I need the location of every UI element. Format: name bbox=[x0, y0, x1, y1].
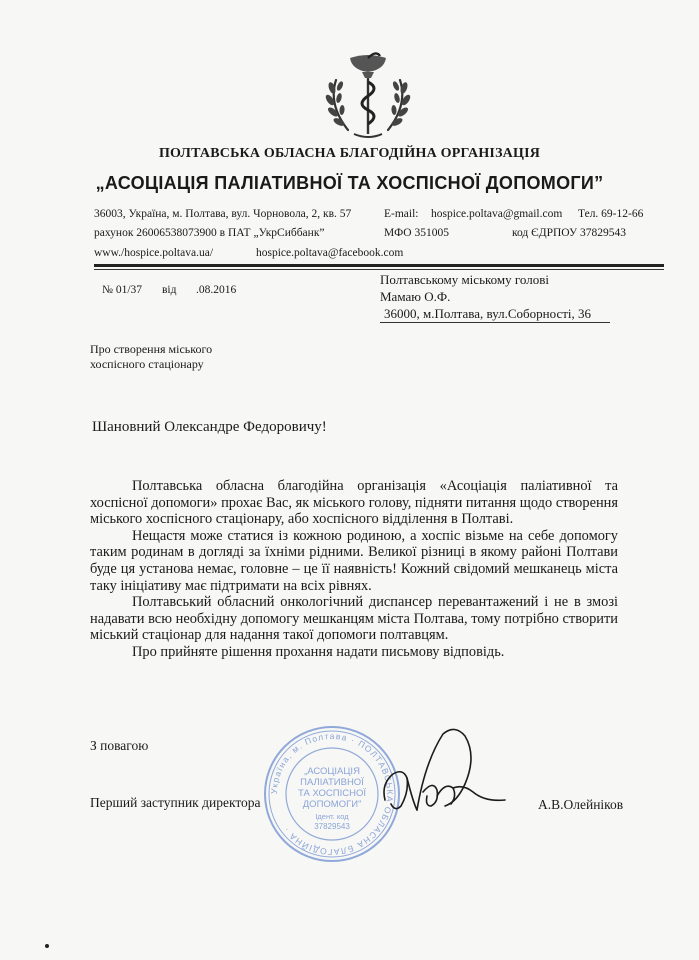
email-link[interactable]: hospice.poltava@gmail.com bbox=[431, 208, 563, 220]
recipient-underline bbox=[380, 322, 610, 323]
reference-number: № 01/37 bbox=[102, 284, 143, 296]
edrpou-code: код ЄДРПОУ 37829543 bbox=[512, 227, 626, 239]
email-label: E-mail: bbox=[384, 208, 419, 220]
salutation: Шановний Олександре Федоровичу! bbox=[92, 419, 327, 435]
body-paragraph-2: Нещастя може статися із кожною родиною, а хоспіс візьме на себе допомогу таким родинам в догляді за їхніми рідними. Великої різниці в якому районі Полтави буде ця установа немає, головне – це її наявність! Кожний свідомий мешканець міста таку ініціативу має підтримати на всіх рівнях. bbox=[90, 527, 618, 594]
subject-line-1: Про створення міського bbox=[90, 342, 213, 356]
stamp-ring-text: Україна, м. Полтава · ПОЛТАВСЬКА ОБЛАСНА БЛАГОДІЙНА · bbox=[268, 730, 396, 858]
stamp-center-line-1: „АСОЦІАЦІЯ bbox=[304, 766, 360, 777]
header-divider-thick bbox=[94, 264, 664, 267]
recipient-address: 36000, м.Полтава, вул.Соборності, 36 bbox=[384, 306, 592, 321]
body-paragraph-1: Полтавська обласна благодійна організація «Асоціація паліативної та хоспісної допомоги» прохає Вас, як міського голову, підняти питання щодо створення міського хоспісного стаціонару, або хоспісного відділення в Полтаві. bbox=[90, 478, 618, 528]
recipient-name: Мамаю О.Ф. bbox=[380, 289, 451, 304]
letter-body bbox=[90, 478, 618, 661]
body-paragraph-3: Полтавський обласний онкологічний диспансер перевантажений і не в змозі надавати всю необхідну допомогу мешканцям міста Полтава, тому потрібно створити міський стаціонар для надання такої допомоги полтавцям. bbox=[90, 594, 618, 644]
organization-address: 36003, Україна, м. Полтава, вул. Чорновола, 2, кв. 57 bbox=[94, 208, 352, 220]
stamp-center-line-2: ПАЛІАТИВНОЇ bbox=[300, 777, 364, 788]
phone-number: Тел. 69-12-66 bbox=[578, 208, 644, 220]
stamp-id-code: 37829543 bbox=[314, 822, 350, 831]
signatory-position: Перший заступник директора bbox=[90, 795, 261, 810]
recipient-title: Полтавському міському голові bbox=[380, 272, 549, 287]
scan-speck bbox=[45, 944, 49, 948]
bank-mfo: МФО 351005 bbox=[384, 227, 449, 239]
stamp-center-line-3: ТА ХОСПІСНОЇ bbox=[298, 788, 366, 799]
facebook-link[interactable]: hospice.poltava@facebook.com bbox=[256, 247, 404, 259]
stamp-id-label: Ідент. код bbox=[315, 812, 349, 821]
subject-line-2: хоспісного стаціонару bbox=[90, 357, 204, 371]
reference-date: .08.2016 bbox=[196, 284, 237, 296]
reference-from-label: від bbox=[162, 284, 177, 296]
body-paragraph-4: Про прийняте рішення прохання надати письмову відповідь. bbox=[132, 643, 505, 660]
closing-regards: З повагою bbox=[90, 738, 149, 753]
stamp-center-line-4: ДОПОМОГИ” bbox=[302, 799, 362, 810]
header-divider-thin bbox=[94, 269, 664, 270]
handwritten-signature bbox=[373, 722, 513, 832]
website-link[interactable]: www./hospice.poltava.ua/ bbox=[94, 247, 214, 259]
bank-account: рахунок 26006538073900 в ПАТ „УкрСиббанк” bbox=[94, 227, 325, 239]
signatory-name: А.В.Олейніков bbox=[538, 797, 624, 812]
bowl-of-hygieia-logo-icon bbox=[318, 50, 418, 142]
organization-title: „АСОЦІАЦІЯ ПАЛІАТИВНОЇ ТА ХОСПІСНОЇ ДОПОМОГИ” bbox=[95, 173, 604, 193]
organization-name: ПОЛТАВСЬКА ОБЛАСНА БЛАГОДІЙНА ОРГАНІЗАЦІЯ bbox=[158, 146, 541, 161]
